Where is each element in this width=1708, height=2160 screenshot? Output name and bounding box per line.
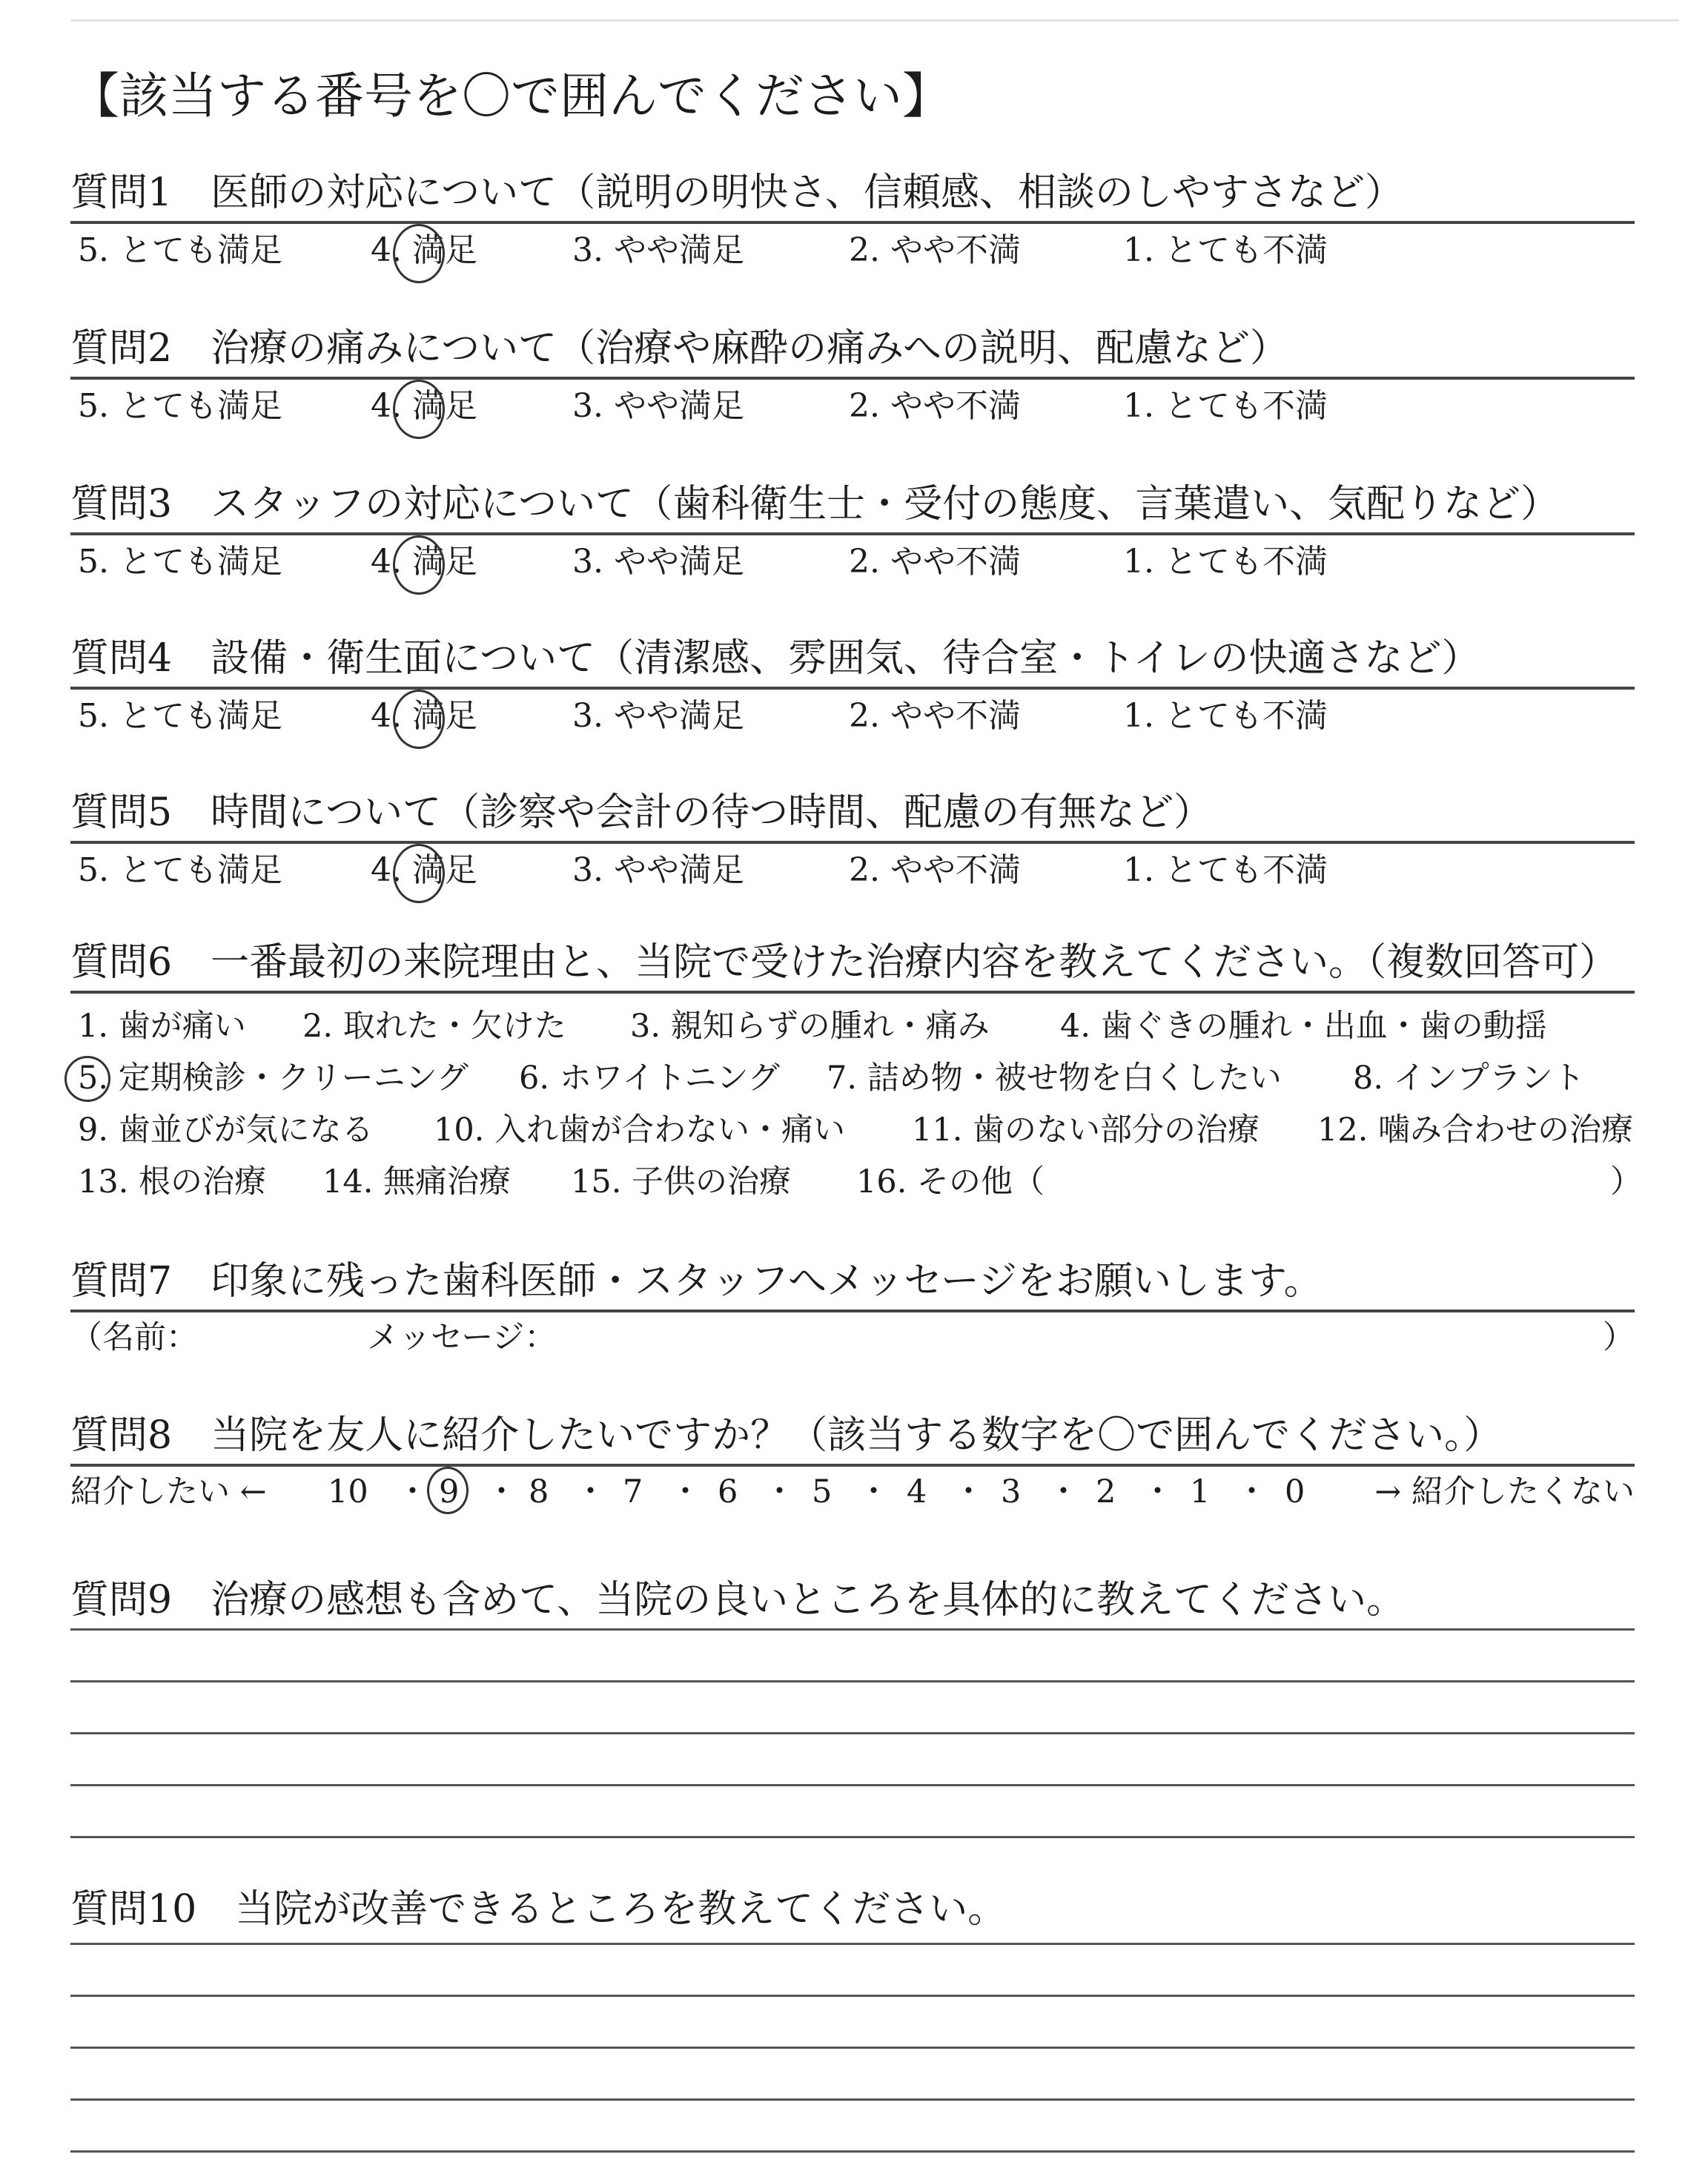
- rating-option[interactable]: 1. とても不満: [1123, 851, 1328, 889]
- q7-fields: [70, 1314, 1635, 1361]
- q2-options: [78, 383, 1642, 430]
- q1-header: [70, 148, 1635, 224]
- q6-option[interactable]: 2. 取れた・欠けた: [302, 1008, 566, 1045]
- q9-answer-line[interactable]: [70, 1680, 1635, 1682]
- q2-header: [70, 304, 1635, 380]
- q6-option[interactable]: 14. 無痛治療: [322, 1163, 512, 1200]
- q8-scale-value[interactable]: 5: [812, 1473, 833, 1510]
- q10-text: 当院が改善できるところを教えてください。: [235, 1887, 1007, 1932]
- q9-label: 質問9: [70, 1578, 173, 1622]
- q8-right-label: → 紹介したくない: [1374, 1473, 1635, 1510]
- q7-message-label[interactable]: メッセージ：: [367, 1319, 557, 1356]
- q9-text: 治療の感想も含めて、当院の良いところを具体的に教えてください。: [211, 1578, 1406, 1622]
- rating-option[interactable]: 2. やや不満: [849, 543, 1021, 581]
- q8-scale-value[interactable]: 9: [439, 1473, 460, 1510]
- rating-option[interactable]: 4. 満足: [371, 387, 477, 425]
- q6-option[interactable]: 11. 歯のない部分の治療: [912, 1112, 1260, 1149]
- q8-scale: 紹介したい ← → 紹介したくない 10 ・ 9 ・ 8 ・ 7 ・ 6 ・ 5 ・ 4 ・ 3 ・ 2 ・ 1 ・ 0: [70, 1468, 1635, 1516]
- page-title: 【該当する番号を〇で囲んでください】: [70, 67, 951, 125]
- q8-left-label: 紹介したい ←: [70, 1473, 267, 1510]
- q8-scale-value[interactable]: 1: [1190, 1473, 1211, 1510]
- q6-option[interactable]: 8. インプラント: [1353, 1060, 1585, 1097]
- q1-options: [78, 227, 1642, 274]
- q3-text: スタッフの対応について（歯科衛生士・受付の態度、言葉遣い、気配りなど）: [211, 482, 1560, 526]
- rating-option[interactable]: 4. 満足: [371, 697, 477, 735]
- q6-option[interactable]: 16. その他（: [856, 1163, 1045, 1200]
- q9-answer-line[interactable]: [70, 1732, 1635, 1734]
- q2-text: 治療の痛みについて（治療や麻酔の痛みへの説明、配慮など）: [211, 326, 1289, 371]
- q6-title: [70, 931, 1618, 986]
- q2-label: 質問2: [70, 326, 173, 371]
- rating-option[interactable]: 5. とても満足: [78, 851, 282, 889]
- q4-header: [70, 614, 1635, 690]
- q6-row-4: [78, 1158, 1642, 1206]
- q9-answer-line[interactable]: [70, 1784, 1635, 1786]
- q10-header: [70, 1865, 1635, 1938]
- q8-scale-value[interactable]: 2: [1096, 1473, 1116, 1510]
- q9-header: [70, 1556, 1635, 1628]
- q6-option[interactable]: 3. 親知らずの腫れ・痛み: [630, 1008, 990, 1045]
- q5-text: 時間について（診察や会計の待つ時間、配慮の有無など）: [211, 790, 1213, 835]
- rating-option[interactable]: 4. 満足: [371, 543, 477, 581]
- q10-answer-line[interactable]: [70, 2098, 1635, 2101]
- rating-option[interactable]: 4. 満足: [371, 851, 477, 889]
- q6-option[interactable]: 9. 歯並びが気になる: [78, 1112, 374, 1149]
- q5-options: [78, 847, 1642, 894]
- q1-label: 質問1: [70, 171, 173, 215]
- q3-header: [70, 460, 1635, 535]
- q8-scale-value[interactable]: 3: [1001, 1473, 1022, 1510]
- rating-option[interactable]: 3. やや満足: [572, 231, 744, 269]
- q6-row-2: [78, 1054, 1642, 1102]
- q9-answer-line[interactable]: [70, 1836, 1635, 1838]
- q8-scale-value[interactable]: 10: [328, 1473, 368, 1510]
- q6-other-close: ）: [1610, 1163, 1642, 1200]
- rating-option[interactable]: 2. やや不満: [849, 697, 1021, 735]
- q6-option[interactable]: 1. 歯が痛い: [78, 1008, 246, 1045]
- q1-text: 医師の対応について（説明の明快さ、信頼感、相談のしやすさなど）: [211, 171, 1403, 215]
- rating-option[interactable]: 1. とても不満: [1123, 231, 1328, 269]
- rating-option[interactable]: 3. やや満足: [572, 697, 744, 735]
- q6-header: [70, 918, 1635, 994]
- q6-label: 質問6: [70, 940, 173, 985]
- rating-option[interactable]: 3. やや満足: [572, 543, 744, 581]
- top-rule: [70, 19, 1679, 22]
- q10-answer-line[interactable]: [70, 2047, 1635, 2049]
- q7-text: 印象に残った歯科医師・スタッフへメッセージをお願いします。: [211, 1259, 1323, 1304]
- rating-option[interactable]: 5. とても満足: [78, 387, 282, 425]
- q6-option[interactable]: 6. ホワイトニング: [519, 1060, 780, 1097]
- q6-option[interactable]: 4. 歯ぐきの腫れ・出血・歯の動揺: [1060, 1008, 1547, 1045]
- q8-scale-value[interactable]: 4: [907, 1473, 927, 1510]
- q3-label: 質問3: [70, 482, 173, 526]
- q5-label: 質問5: [70, 790, 173, 835]
- q3-options: [78, 538, 1642, 586]
- rating-option[interactable]: 5. とても満足: [78, 543, 282, 581]
- rating-option[interactable]: 2. やや不満: [849, 851, 1021, 889]
- rating-option[interactable]: 1. とても不満: [1123, 543, 1328, 581]
- q4-options: [78, 693, 1642, 740]
- q6-option[interactable]: 12. 噛み合わせの治療: [1317, 1112, 1634, 1149]
- q4-text: 設備・衛生面について（清潔感、雰囲気、待合室・トイレの快適さなど）: [211, 636, 1480, 681]
- q7-name-label: （名前：: [70, 1319, 198, 1356]
- q6-option[interactable]: 10. 入れ歯が合わない・痛い: [434, 1112, 846, 1149]
- rating-option[interactable]: 2. やや不満: [849, 387, 1021, 425]
- q6-option[interactable]: 5. 定期検診・クリーニング: [78, 1060, 469, 1097]
- q10-answer-line[interactable]: [70, 1943, 1635, 1945]
- rating-option[interactable]: 3. やや満足: [572, 851, 744, 889]
- q6-option[interactable]: 15. 子供の治療: [571, 1163, 792, 1200]
- q7-label: 質問7: [70, 1259, 173, 1304]
- q8-scale-value[interactable]: 8: [529, 1473, 549, 1510]
- q10-label: 質問10: [70, 1887, 197, 1932]
- rating-option[interactable]: 5. とても満足: [78, 697, 282, 735]
- q10-answer-line[interactable]: [70, 2150, 1635, 2153]
- rating-option[interactable]: 2. やや不満: [849, 231, 1021, 269]
- rating-option[interactable]: 5. とても満足: [78, 231, 282, 269]
- q6-text: 一番最初の来院理由と、当院で受けた治療内容を教えてください。（複数回答可）: [211, 940, 1618, 985]
- rating-option[interactable]: 1. とても不満: [1123, 697, 1328, 735]
- rating-option[interactable]: 4. 満足: [371, 231, 477, 269]
- q8-scale-value[interactable]: 7: [623, 1473, 643, 1510]
- q7-close: ）: [1603, 1319, 1635, 1356]
- q6-option[interactable]: 13. 根の治療: [78, 1163, 267, 1200]
- q7-header: [70, 1237, 1635, 1312]
- q4-label: 質問4: [70, 636, 173, 681]
- q8-text: 当院を友人に紹介したいですか？（該当する数字を〇で囲んでください。）: [211, 1413, 1503, 1458]
- q9-answer-line[interactable]: [70, 1628, 1635, 1631]
- q6-row-3: [78, 1106, 1642, 1154]
- q8-scale-value[interactable]: 0: [1285, 1473, 1305, 1510]
- q5-header: [70, 768, 1635, 844]
- q8-header: [70, 1391, 1635, 1467]
- q6-row-1: [78, 1003, 1642, 1050]
- q8-label: 質問8: [70, 1413, 173, 1458]
- q8-scale-value[interactable]: 6: [718, 1473, 738, 1510]
- q10-answer-line[interactable]: [70, 1995, 1635, 1997]
- rating-option[interactable]: 1. とても不満: [1123, 387, 1328, 425]
- q6-option[interactable]: 7. 詰め物・被せ物を白くしたい: [827, 1060, 1282, 1097]
- rating-option[interactable]: 3. やや満足: [572, 387, 744, 425]
